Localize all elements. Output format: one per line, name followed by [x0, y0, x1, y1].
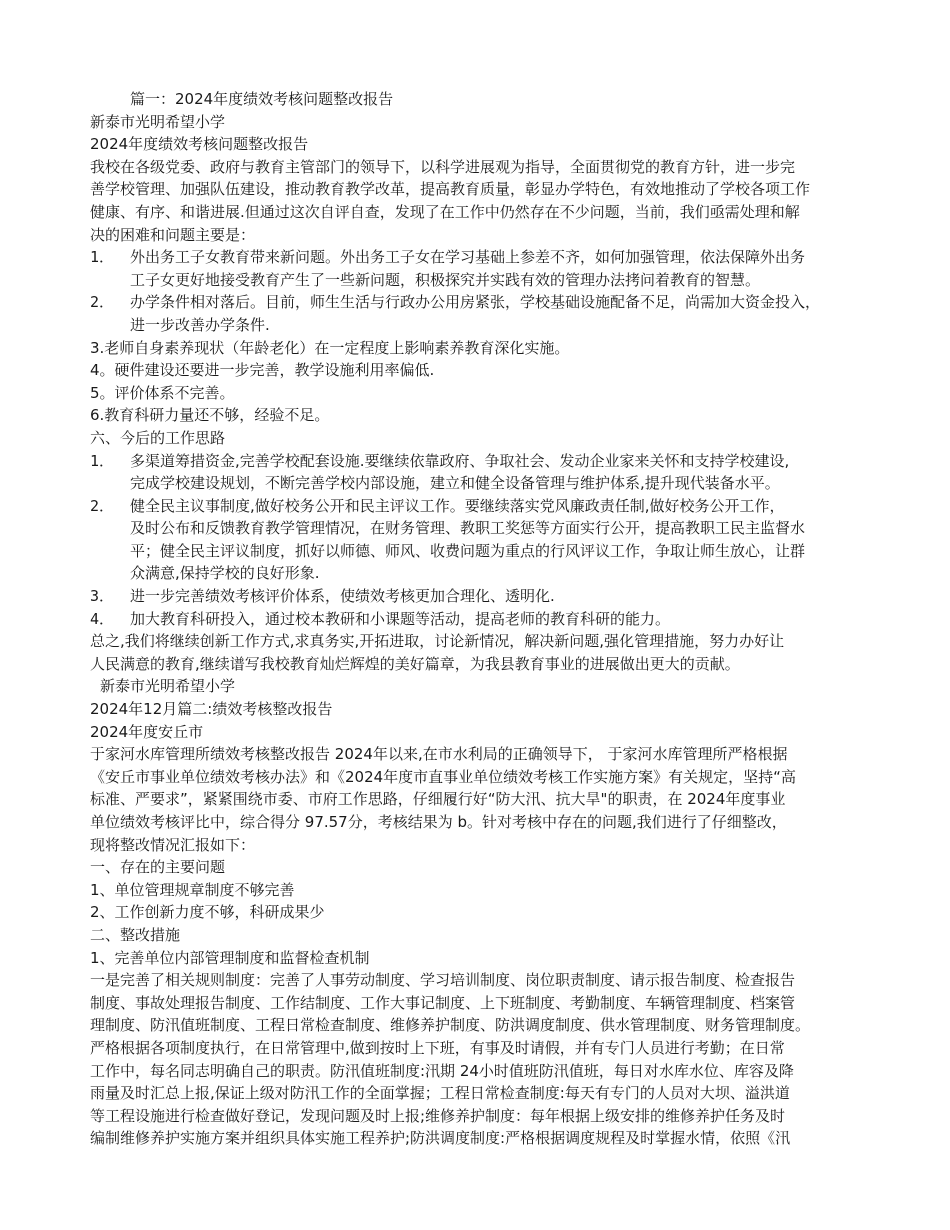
part2-intro-paragraph	[90, 743, 880, 856]
problem-item-1	[90, 246, 880, 291]
paragraph-line: 总之,我们将继续创新工作方式,求真务实,开拓进取，讨论新情况，解决新问题,强化管理措施，努力办好让	[90, 632, 785, 651]
item-number: 2．	[90, 293, 115, 312]
paragraph-line: 我校在各级党委、政府与教育主管部门的领导下，以科学进展观为指导，全面贯彻党的教育方针，进一步完	[90, 157, 796, 176]
item-line: 外出务工子女教育带来新问题。外出务工子女在学习基础上参差不齐，如何加强管理，依法保障外出务	[130, 248, 806, 267]
item-number: 1．	[90, 248, 115, 267]
intro-paragraph	[90, 156, 880, 246]
section-heading: 一、存在的主要问题	[90, 858, 226, 877]
problem-item-4: 4。硬件建设还要进一步完善，教学设施利用率偏低.	[90, 361, 435, 380]
header-title: 篇一：2024年度绩效考核问题整改报告	[130, 90, 394, 108]
issue-item-2: 2、工作创新力度不够，科研成果少	[90, 903, 325, 922]
paragraph-line: 健康、有序、和谐进展.但通过这次自评自查，发现了在工作中仍然存在不少问题，当前，我们亟需处理和解	[90, 202, 800, 221]
summary-paragraph	[90, 630, 880, 675]
plan-item-2	[90, 495, 880, 585]
problem-item-2	[90, 291, 880, 336]
item-line: 工子女更好地接受教育产生了一些新问题，积极探究并实践有效的管理办法拷问着教育的智慧。	[130, 270, 761, 289]
paragraph-line: 制度、事故处理报告制度、工作结制度、工作大事记制度、上下班制度、考勤制度、车辆管理制度、档案管	[90, 993, 796, 1012]
plan-item-4	[90, 608, 880, 631]
paragraph-line: 标准、严要求”，紧紧围绕市委、市府工作思路，仔细履行好“防大汛、抗大旱"的职责，在 2024年度事业	[90, 790, 786, 809]
item-number: 4．	[90, 609, 115, 628]
paragraph-line: 《安丘市事业单位绩效考核办法》和《2024年度市直事业单位绩效考核工作实施方案》有关规定，坚持“高	[90, 767, 796, 786]
paragraph-line: 单位绩效考核评比中，综合得分 97.57分，考核结果为 b。针对考核中存在的问题,我们进行了仔细整改，	[90, 813, 787, 831]
paragraph-line: 决的困难和问题主要是：	[90, 225, 256, 244]
paragraph-line: 编制维修养护实施方案并组织具体实施工程养护;防洪调度制度:严格根据调度规程及时掌握水情，依照《汛	[90, 1129, 791, 1148]
item-line: 办学条件相对落后。目前，师生生活与行政办公用房紧张，学校基础设施配备不足，尚需加大资金投入，	[130, 293, 821, 312]
plan-item-3	[90, 585, 880, 608]
item-line: 平；健全民主评议制度，抓好以师德、师风、收费问题为重点的行风评议工作，争取让师生放心，让群	[130, 541, 806, 560]
item-number: 3．	[90, 587, 115, 606]
paragraph-line: 严格根据各项制度执行，在日常管理中,做到按时上下班，有事及时请假，并有专门人员进行考勤；在日常	[90, 1038, 785, 1057]
issue-item-1: 1、单位管理规章制度不够完善	[90, 880, 295, 899]
signature-school: 新泰市光明希望小学	[100, 677, 236, 696]
measure-paragraph	[90, 969, 880, 1150]
signature-date-part2-title: 2024年12月篇二:绩效考核整改报告	[90, 700, 333, 719]
item-line: 加大教育科研投入，通过校本教研和小课题等活动，提高老师的教育科研的能力。	[130, 609, 671, 628]
item-line: 众满意,保持学校的良好形象.	[130, 564, 320, 583]
item-line: 健全民主议事制度,做好校务公开和民主评议工作。要继续落实党风廉政责任制,做好校务公开工作，	[130, 496, 785, 515]
paragraph-line: 一是完善了相关规则制度：完善了人事劳动制度、学习培训制度、岗位职责制度、请示报告制度、检查报告	[90, 971, 796, 990]
paragraph-line: 理制度、防汛值班制度、工程日常检查制度、维修养护制度、防洪调度制度、供水管理制度、财务管理制度。	[90, 1016, 811, 1035]
plan-item-1	[90, 450, 880, 495]
section-heading: 六、今后的工作思路	[90, 428, 226, 447]
paragraph-line: 工作中，每名同志明确自己的职责。防汛值班制度:汛期 24小时值班防汛值班，每日对水库水位、库容及降	[90, 1061, 794, 1080]
paragraph-line: 现将整改情况汇报如下：	[90, 835, 256, 854]
paragraph-line: 人民满意的教育,继续谱写我校教育灿烂辉煌的美好篇章，为我县教育事业的进展做出更大的贡献。	[90, 654, 740, 673]
measure-heading: 1、完善单位内部管理制度和监督检查机制	[90, 948, 370, 967]
part2-year: 2024年度安丘市	[90, 722, 204, 741]
item-line: 完成学校建设规划，不断完善学校内部设施，建立和健全设备管理与维护体系,提升现代装备水平。	[130, 474, 780, 493]
paragraph-line: 于家河水库管理所绩效考核整改报告 2024年以来,在市水利局的正确领导下， 于家河水库管理所严格根据	[90, 745, 788, 764]
item-line: 进一步改善办学条件.	[130, 315, 270, 334]
document-title: 2024年度绩效考核问题整改报告	[90, 135, 309, 154]
item-line: 进一步完善绩效考核评价体系，使绩效考核更加合理化、透明化.	[130, 587, 555, 606]
item-line: 及时公布和反馈教育教学管理情况，在财务管理、教职工奖惩等方面实行公开，提高教职工民主监督水	[130, 519, 806, 538]
section-heading: 二、整改措施	[90, 925, 181, 944]
paragraph-line: 雨量及时汇总上报,保证上级对防汛工作的全面掌握；工程日常检查制度:每天有专门的人员对大坝、溢洪道	[90, 1084, 790, 1103]
problem-item-6: 6.教育科研力量还不够，经验不足。	[90, 406, 330, 425]
item-number: 1．	[90, 451, 115, 470]
problem-item-3: 3.老师自身素养现状（年龄老化）在一定程度上影响素养教育深化实施。	[90, 338, 570, 357]
paragraph-line: 善学校管理、加强队伍建设，推动教育教学改革，提高教育质量，彰显办学特色，有效地推动了学校各项工作	[90, 180, 811, 199]
paragraph-line: 等工程设施进行检查做好登记，发现问题及时上报;维修养护制度：每年根据上级安排的维修养护任务及时	[90, 1106, 786, 1125]
item-number: 2．	[90, 496, 115, 515]
school-name: 新泰市光明希望小学	[90, 112, 226, 131]
problem-item-5: 5。评价体系不完善。	[90, 383, 235, 402]
item-line: 多渠道筹措资金,完善学校配套设施.要继续依靠政府、争取社会、发动企业家来关怀和支持学校建设,	[130, 451, 790, 470]
